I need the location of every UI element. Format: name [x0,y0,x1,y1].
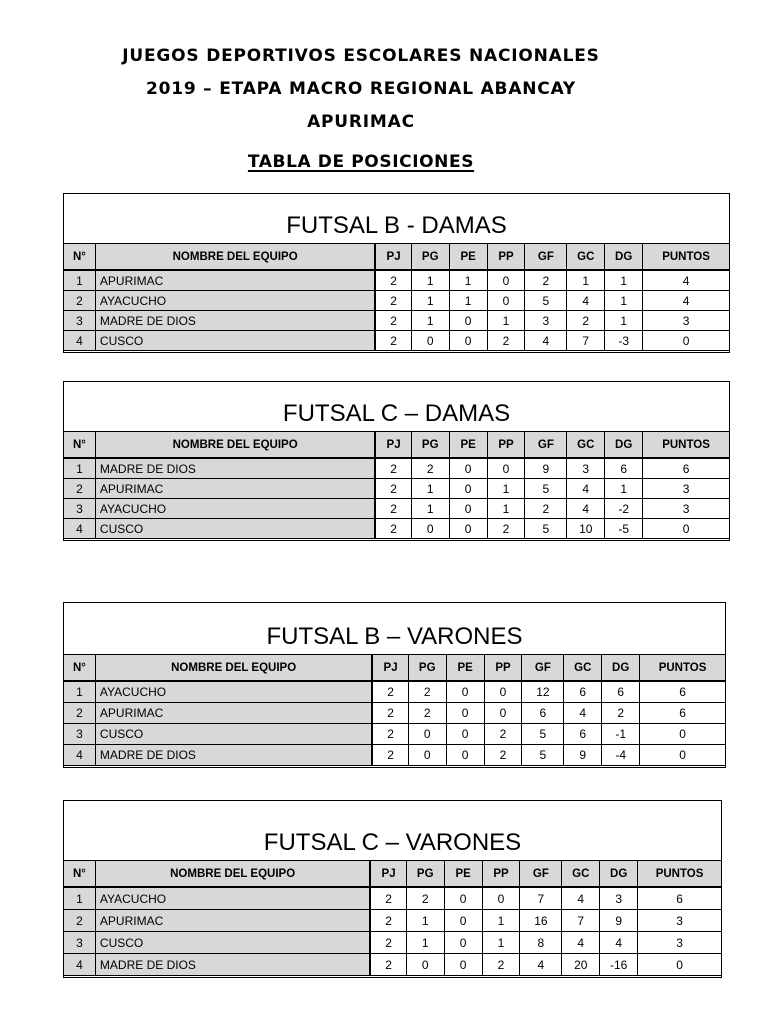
stat-cell: 2 [375,270,411,291]
column-header: DG [605,244,643,271]
stat-cell: 0 [640,745,726,766]
column-header: N° [64,244,96,271]
stat-cell: 1 [411,291,449,311]
team-name-cell: CUSCO [95,724,372,745]
column-header: NOMBRE DEL EQUIPO [95,244,375,271]
stat-cell: 1 [487,479,525,499]
stat-cell: 2 [375,311,411,331]
stat-cell: 2 [484,745,522,766]
column-header: PP [484,655,522,682]
position-cell: 1 [64,887,96,910]
column-header: PE [444,861,482,888]
table-row [64,311,730,331]
stat-cell: 20 [562,954,600,976]
stat-cell: -16 [600,954,638,976]
stat-cell: 3 [638,910,722,932]
stat-cell: 6 [643,458,730,479]
stat-cell: 6 [522,703,564,724]
team-name-cell: APURIMAC [95,910,370,932]
stat-cell: 2 [525,499,567,519]
stat-cell: 2 [406,887,444,910]
stat-cell: 4 [600,932,638,954]
stat-cell: 0 [411,519,449,539]
stat-cell: 4 [567,499,605,519]
stat-cell: 2 [370,887,406,910]
stat-cell: 4 [643,291,730,311]
stat-cell: 3 [643,499,730,519]
stat-cell: 1 [567,270,605,291]
column-header: PUNTOS [638,861,722,888]
standings-block [63,193,730,353]
stat-cell: 3 [643,479,730,499]
stat-cell: 0 [484,703,522,724]
stat-cell: 1 [605,270,643,291]
position-cell: 4 [64,519,96,539]
table-row [64,954,722,976]
stat-cell: 2 [602,703,640,724]
header-line-3: APURIMAC [307,112,415,132]
stat-cell: 9 [564,745,602,766]
stat-cell: 3 [525,311,567,331]
column-header: GC [567,432,605,459]
stat-cell: 5 [525,479,567,499]
document-subtitle [0,152,722,172]
team-name-cell: APURIMAC [95,270,375,291]
table-header-row [64,861,722,888]
column-header: PG [406,861,444,888]
standings-table [63,860,722,976]
team-name-cell: APURIMAC [95,703,372,724]
stat-cell: 0 [643,519,730,539]
table-header-row [64,655,726,682]
stat-cell: 2 [370,910,406,932]
position-cell: 3 [64,311,96,331]
position-cell: 4 [64,745,96,766]
stat-cell: 1 [605,311,643,331]
stat-cell: 1 [411,311,449,331]
column-header: GC [562,861,600,888]
team-name-cell: CUSCO [95,519,375,539]
stat-cell: 0 [444,887,482,910]
header-line-2: 2019 – ETAPA MACRO REGIONAL ABANCAY [145,79,577,99]
stat-cell: 0 [449,458,487,479]
stat-cell: 0 [449,479,487,499]
column-header: PUNTOS [643,432,730,459]
stat-cell: 2 [375,519,411,539]
stat-cell: 2 [370,954,406,976]
table-row [64,291,730,311]
stat-cell: 8 [520,932,562,954]
stat-cell: 7 [562,910,600,932]
stat-cell: 3 [638,932,722,954]
stat-cell: 6 [602,681,640,703]
table-title: FUTSAL B - DAMAS [286,212,507,239]
standings-table [63,431,730,539]
stat-cell: 4 [643,270,730,291]
stat-cell: 1 [406,932,444,954]
stat-cell: 0 [446,703,484,724]
stat-cell: 0 [444,954,482,976]
stat-cell: 0 [446,724,484,745]
stat-cell: 1 [605,291,643,311]
stat-cell: 0 [411,331,449,351]
stat-cell: 1 [411,479,449,499]
table-row [64,745,726,766]
table-row [64,331,730,351]
column-header: PUNTOS [640,655,726,682]
stat-cell: 0 [408,745,446,766]
column-header: GC [564,655,602,682]
column-header: N° [64,432,96,459]
column-header: DG [602,655,640,682]
stat-cell: 2 [411,458,449,479]
stat-cell: 1 [411,270,449,291]
stat-cell: -3 [605,331,643,351]
team-name-cell: CUSCO [95,932,370,954]
table-row [64,458,730,479]
stat-cell: 2 [372,703,408,724]
stat-cell: 12 [522,681,564,703]
position-cell: 2 [64,910,96,932]
stat-cell: 2 [372,681,408,703]
team-name-cell: AYACUCHO [95,291,375,311]
stat-cell: 0 [643,331,730,351]
stat-cell: 1 [411,499,449,519]
team-name-cell: AYACUCHO [95,887,370,910]
column-header: PJ [370,861,406,888]
position-cell: 2 [64,479,96,499]
stat-cell: 4 [562,887,600,910]
stat-cell: 16 [520,910,562,932]
position-cell: 1 [64,270,96,291]
stat-cell: 7 [520,887,562,910]
column-header: NOMBRE DEL EQUIPO [95,655,372,682]
stat-cell: 2 [372,724,408,745]
position-cell: 2 [64,703,96,724]
stat-cell: 2 [484,724,522,745]
table-row [64,499,730,519]
stat-cell: 2 [487,331,525,351]
column-header: PG [408,655,446,682]
stat-cell: 2 [525,270,567,291]
stat-cell: 10 [567,519,605,539]
table-row [64,519,730,539]
column-header: PJ [375,432,411,459]
column-header: PUNTOS [643,244,730,271]
stat-cell: 6 [605,458,643,479]
stat-cell: 0 [406,954,444,976]
column-header: PP [487,432,525,459]
stat-cell: 6 [564,681,602,703]
table-header-row [64,244,730,271]
column-header: PG [411,244,449,271]
stat-cell: 9 [600,910,638,932]
column-header: N° [64,655,96,682]
stat-cell: 4 [562,932,600,954]
stat-cell: 1 [487,311,525,331]
table-header-row [64,432,730,459]
stat-cell: 0 [484,681,522,703]
stat-cell: 0 [444,932,482,954]
team-name-cell: MADRE DE DIOS [95,458,375,479]
position-cell: 1 [64,681,96,703]
stat-cell: 1 [482,910,520,932]
stat-cell: 0 [446,681,484,703]
column-header: GF [525,432,567,459]
stat-cell: -1 [602,724,640,745]
stat-cell: 2 [375,331,411,351]
standings-block [63,602,726,768]
stat-cell: 1 [449,291,487,311]
stat-cell: 4 [567,479,605,499]
stat-cell: -5 [605,519,643,539]
stat-cell: 6 [638,887,722,910]
stat-cell: 3 [567,458,605,479]
stat-cell: 0 [449,331,487,351]
column-header: PE [449,432,487,459]
table-title: FUTSAL C – VARONES [263,829,522,856]
column-header: NOMBRE DEL EQUIPO [95,861,370,888]
stat-cell: 2 [375,458,411,479]
stat-cell: 7 [567,331,605,351]
stat-cell: -2 [605,499,643,519]
column-header: PP [482,861,520,888]
column-header: DG [600,861,638,888]
stat-cell: 5 [525,291,567,311]
stat-cell: 2 [372,745,408,766]
stat-cell: 1 [605,479,643,499]
stat-cell: 0 [408,724,446,745]
column-header: GF [520,861,562,888]
position-cell: 1 [64,458,96,479]
standings-block [63,800,722,978]
table-row [64,724,726,745]
stat-cell: 2 [370,932,406,954]
stat-cell: 2 [375,499,411,519]
position-cell: 4 [64,331,96,351]
column-header: GC [567,244,605,271]
stat-cell: 5 [522,724,564,745]
stat-cell: 0 [449,311,487,331]
stat-cell: 0 [640,724,726,745]
position-cell: 3 [64,499,96,519]
stat-cell: 5 [525,519,567,539]
team-name-cell: AYACUCHO [95,499,375,519]
stat-cell: 0 [487,270,525,291]
column-header: PG [411,432,449,459]
team-name-cell: APURIMAC [95,479,375,499]
standings-block [63,381,730,541]
column-header: NOMBRE DEL EQUIPO [95,432,375,459]
stat-cell: 2 [408,703,446,724]
column-header: PP [487,244,525,271]
stat-cell: 2 [408,681,446,703]
position-cell: 4 [64,954,96,976]
stat-cell: 4 [567,291,605,311]
column-header: GF [525,244,567,271]
team-name-cell: MADRE DE DIOS [95,954,370,976]
stat-cell: 2 [375,291,411,311]
column-header: PJ [375,244,411,271]
stat-cell: 4 [525,331,567,351]
column-header: PE [446,655,484,682]
table-row [64,910,722,932]
stat-cell: 1 [487,499,525,519]
stat-cell: 9 [525,458,567,479]
column-header: PJ [372,655,408,682]
table-title: FUTSAL C – DAMAS [282,400,511,427]
stat-cell: 3 [600,887,638,910]
stat-cell: 6 [640,703,726,724]
stat-cell: 2 [487,519,525,539]
stat-cell: 1 [449,270,487,291]
header-line-1: JUEGOS DEPORTIVOS ESCOLARES NACIONALES [122,46,600,66]
position-cell: 3 [64,724,96,745]
column-header: N° [64,861,96,888]
position-cell: 2 [64,291,96,311]
stat-cell: 0 [487,458,525,479]
stat-cell: 2 [482,954,520,976]
standings-table [63,654,726,766]
team-name-cell: CUSCO [95,331,375,351]
table-row [64,270,730,291]
stat-cell: 0 [446,745,484,766]
stat-cell: 0 [449,499,487,519]
stat-cell: 0 [487,291,525,311]
team-name-cell: MADRE DE DIOS [95,311,375,331]
stat-cell: 5 [522,745,564,766]
column-header: DG [605,432,643,459]
stat-cell: 0 [444,910,482,932]
table-row [64,887,722,910]
stat-cell: 0 [449,519,487,539]
document-header [0,40,722,139]
table-title: FUTSAL B – VARONES [266,623,523,650]
stat-cell: 2 [375,479,411,499]
stat-cell: 4 [520,954,562,976]
table-row [64,703,726,724]
table-row [64,681,726,703]
stat-cell: 3 [643,311,730,331]
team-name-cell: MADRE DE DIOS [95,745,372,766]
standings-table [63,243,730,351]
column-header: PE [449,244,487,271]
stat-cell: 6 [640,681,726,703]
stat-cell: 0 [638,954,722,976]
stat-cell: 4 [564,703,602,724]
column-header: GF [522,655,564,682]
position-cell: 3 [64,932,96,954]
stat-cell: 1 [406,910,444,932]
subtitle-text: TABLA DE POSICIONES [247,152,475,172]
table-row [64,479,730,499]
stat-cell: 2 [567,311,605,331]
stat-cell: -4 [602,745,640,766]
stat-cell: 1 [482,932,520,954]
table-row [64,932,722,954]
team-name-cell: AYACUCHO [95,681,372,703]
stat-cell: 0 [482,887,520,910]
stat-cell: 6 [564,724,602,745]
